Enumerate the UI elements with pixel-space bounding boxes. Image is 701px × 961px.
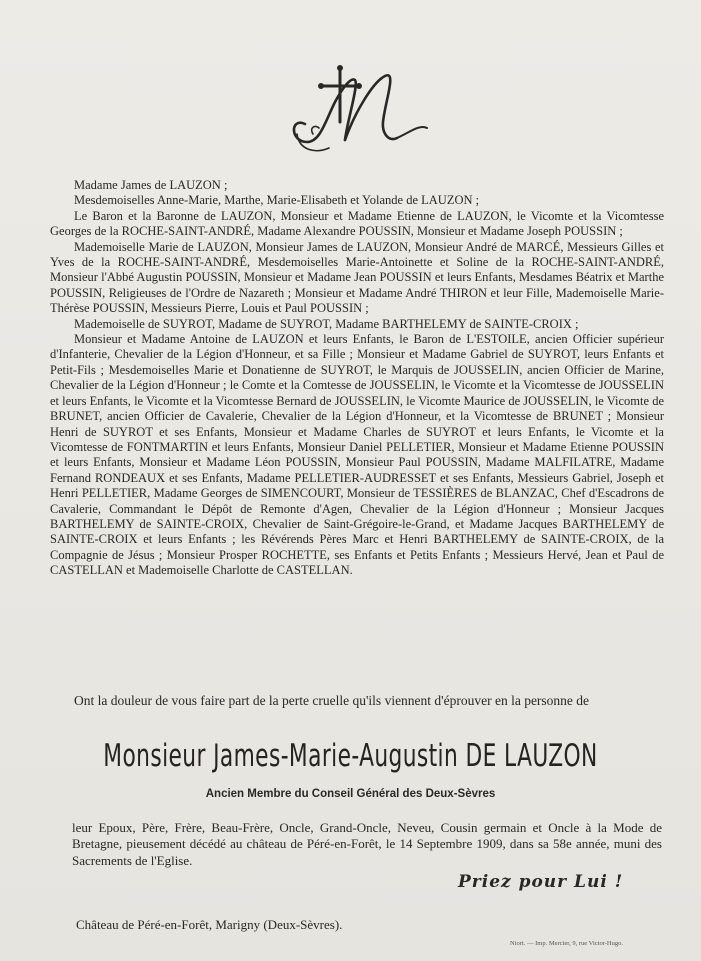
cross-monogram-icon — [285, 62, 435, 162]
place-line: Château de Péré-en-Forêt, Marigny (Deux-Sèvres). — [76, 917, 343, 932]
family-list — [50, 178, 664, 579]
family-paragraph: Madame James de LAUZON ; — [74, 178, 228, 192]
deceased-name: Monsieur James-Marie-Augustin DE LAUZON — [103, 738, 598, 774]
family-paragraph: Mademoiselle Marie de LAUZON, Monsieur James de LAUZON, Monsieur André de MARCÉ, Messieurs Gilles et Yves de la ROCHE-SAINT-ANDRÉ, Mesdemoiselles Marie-Antoinette et Soline de la ROCHE-SAINT-ANDRÉ, Monsieur l'Abbé Augustin POUSSIN, Monsieur et Madame Jean POUSSIN et leurs Enfants, Mesdames Béatrix et Marthe POUSSIN, Religieuses de l'Ordre de Nazareth ; Monsieur et Madame André THIRON et leur Fille, Mademoiselle Marie-Thérèse POUSSIN, Messieurs Pierre, Louis et Paul POUSSIN ; — [50, 239, 664, 316]
prayer-line: Priez pour Lui ! — [458, 872, 624, 892]
family-paragraph: Monsieur et Madame Antoine de LAUZON et leurs Enfants, le Baron de L'ESTOILE, ancien Officier supérieur d'Infanterie, Chevalier de la Légion d'Honneur, et sa Fille ; Monsieur et Madame Gabriel de SUYROT, leurs Enfants et Petit-Fils ; Mesdemoiselles Marie et Donatienne de SUYROT, le Marquis de JOUSSELIN, ancien Officier de Marine, Chevalier de la Légion d'Honneur ; le Comte et la Comtesse de JOUSSELIN, le Vicomte et la Vicomtesse de JOUSSELIN et leurs Enfants, le Vicomte et la Vicomtesse Bernard de JOUSSELIN, le Vicomte Maurice de JOUSSELIN, le Vicomte de BRUNET, ancien Officier de Cavalerie, Chevalier de la Légion d'Honneur, et la Vicomtesse de BRUNET ; Monsieur Henri de SUYROT et ses Enfants, Monsieur et Madame Charles de SUYROT et leurs Enfants, le Vicomte et la Vicomtesse de FONTMARTIN et leurs Enfants, Monsieur Daniel PELLETIER, Monsieur et Madame Etienne POUSSIN et leurs Enfants, Monsieur et Madame Léon POUSSIN, Monsieur Paul POUSSIN, Madame MALFILATRE, Madame Fernand RONDEAUX et ses Enfants, Madame PELLETIER-AUDRESSET et ses Enfants, Messieurs Gabriel, Joseph et Henri PELLETIER, Madame Georges de SIMENCOURT, Monsieur de TESSIÈRES de BLANZAC, Chef d'Escadrons de Cavalerie, Commandant le Dépôt de Remonte d'Agen, Chevalier de la Légion d'Honneur ; Monsieur Jacques BARTHELEMY de SAINTE-CROIX, Chevalier de Saint-Grégoire-le-Grand, et Madame Jacques BARTHELEMY de SAINTE-CROIX et leurs Enfants ; les Révérends Pères Marc et Henri BARTHELEMY de SAINTE-CROIX, de la Compagnie de Jésus ; Monsieur Prosper ROCHETTE, ses Enfants et Petits Enfants ; Messieurs Hervé, Jean et Paul de CASTELLAN et Mademoiselle Charlotte de CASTELLAN. — [50, 332, 664, 578]
deceased-title: Ancien Membre du Conseil Général des Deux-Sèvres — [205, 788, 496, 800]
announcement — [50, 692, 664, 709]
family-paragraph: Le Baron et la Baronne de LAUZON, Monsieur et Madame Etienne de LAUZON, le Vicomte et la Vicomtesse Georges de la ROCHE-SAINT-ANDRÉ, Madame Alexandre POUSSIN, Monsieur et Madame Joseph POUSSIN ; — [50, 208, 664, 239]
family-paragraph: Mademoiselle de SUYROT, Madame de SUYROT, Madame BARTHELEMY de SAINTE-CROIX ; — [74, 316, 579, 331]
family-paragraph: Mesdemoiselles Anne-Marie, Marthe, Marie-Elisabeth et Yolande de LAUZON ; — [74, 193, 480, 208]
printer-imprint: Niort. — Imp. Mercier, 9, rue Victor-Hugo. — [510, 940, 624, 947]
death-details: leur Epoux, Père, Frère, Beau-Frère, Oncle, Grand-Oncle, Neveu, Cousin germain et Oncle à la Mode de Bretagne, pieusement décédé au château de Péré-en-Forêt, le 14 Septembre 1909, dans sa 58e année, muni des Sacrements de l'Eglise. — [72, 820, 662, 868]
announcement-text: Ont la douleur de vous faire part de la perte cruelle qu'ils viennent d'éprouver en la personne de — [74, 693, 590, 708]
